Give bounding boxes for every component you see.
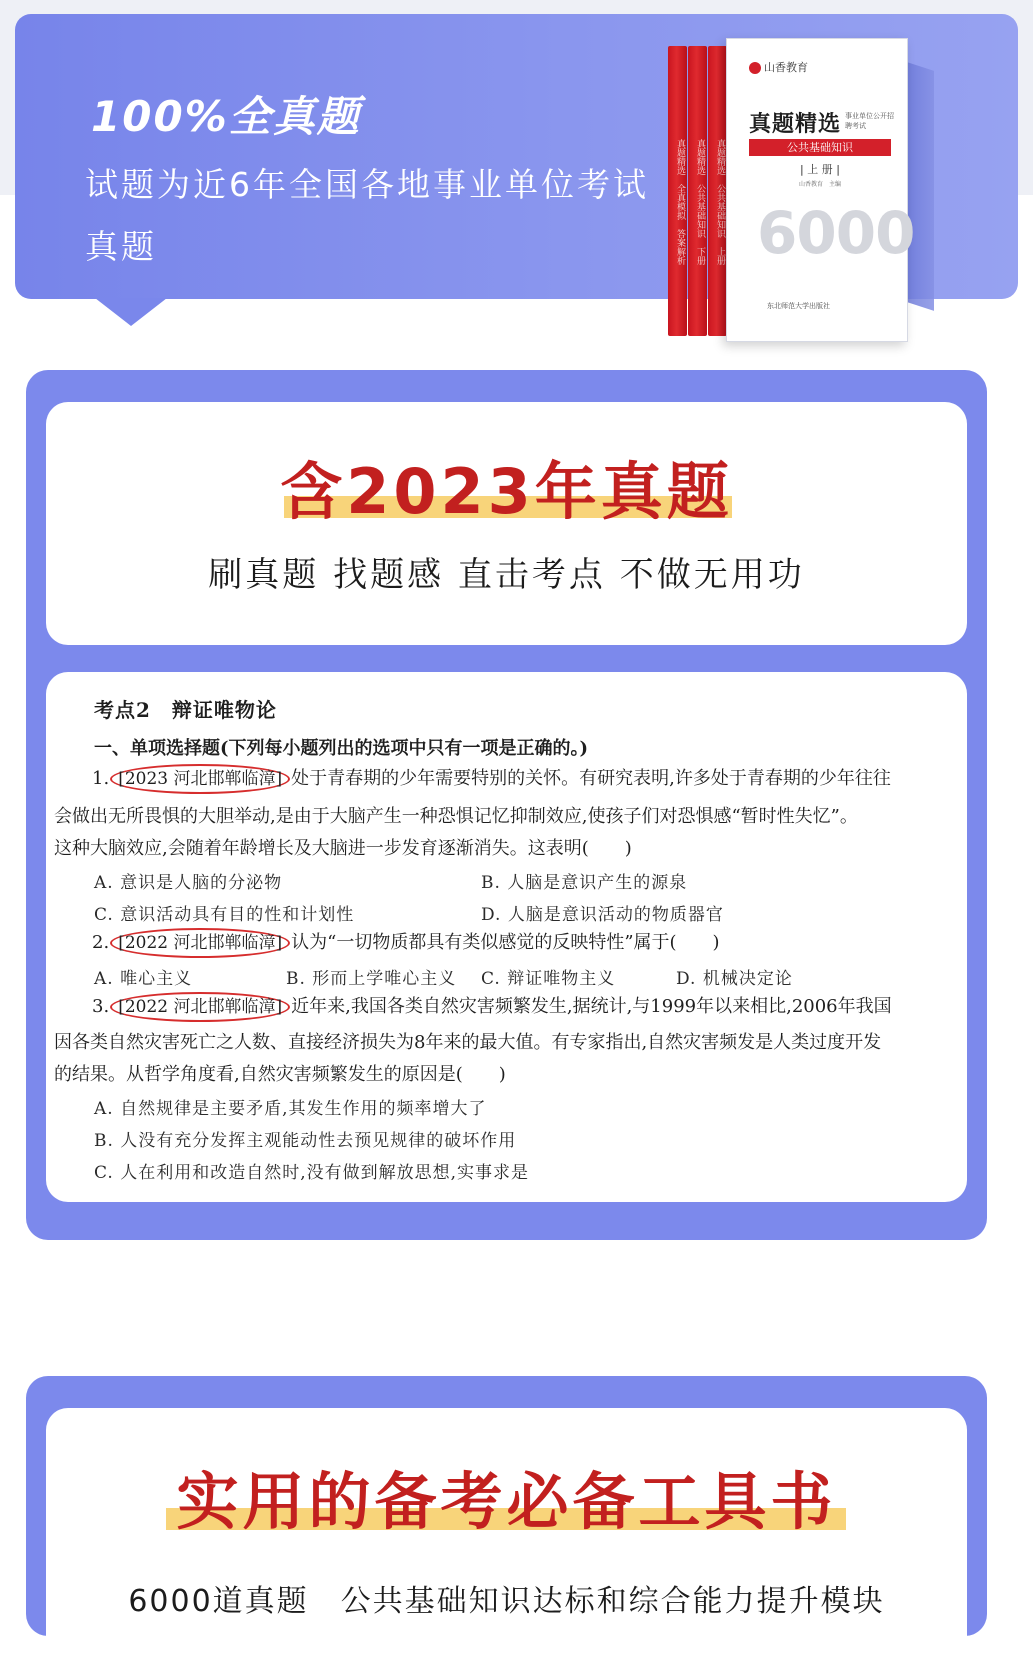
- section-title-2: 实用的备考必备工具书: [176, 1465, 837, 1538]
- section-real-questions: [26, 370, 987, 1240]
- hero-pointer: [95, 298, 167, 326]
- cover-tag: 事业单位公开招聘考试: [845, 112, 894, 130]
- question-2-source-tag: [2022 河北邯郸临漳]: [110, 928, 290, 958]
- question-1-option-c: C. 意识活动具有目的性和计划性: [94, 905, 355, 925]
- question-1-source-tag: [2023 河北邯郸临漳]: [110, 764, 290, 794]
- section-title: 含2023年真题: [280, 455, 733, 528]
- cover-number: 6000: [757, 199, 915, 267]
- question-2-option-a: A. 唯心主义: [94, 969, 193, 989]
- title-card: [46, 402, 967, 645]
- book-spine-2: 真题精选 公共基础知识 下册: [688, 46, 707, 336]
- cover-subject: 公共基础知识: [749, 139, 891, 156]
- kaodian-heading: 考点2 辩证唯物论: [94, 698, 277, 722]
- question-3-option-b: B. 人没有充分发挥主观能动性去预见规律的破坏作用: [94, 1131, 517, 1151]
- question-1-option-b: B. 人脑是意识产生的源泉: [481, 873, 688, 893]
- question-1-option-d: D. 人脑是意识活动的物质器官: [481, 905, 724, 925]
- tool-book-card: [46, 1408, 967, 1668]
- hero-title: 100%全真题: [91, 92, 361, 141]
- question-2-option-b: B. 形而上学唯心主义: [286, 969, 457, 989]
- exam-page: [46, 672, 967, 1202]
- question-2-option-c: C. 辩证唯物主义: [481, 969, 616, 989]
- question-3-line-3: 的结果。从哲学角度看,自然灾害频繁发生的原因是( ): [54, 1064, 506, 1085]
- book-shadow: [904, 61, 934, 311]
- question-1-line-3: 这种大脑效应,会随着年龄增长及大脑进一步发育逐渐消失。这表明( ): [54, 838, 632, 859]
- exam-sample-card: [46, 672, 967, 1202]
- book-spine-3: 真题精选 全真模拟 答案解析: [668, 46, 687, 336]
- cover-publisher: 东北师范大学出版社: [767, 302, 830, 310]
- section-tool-book: [26, 1376, 987, 1636]
- question-3-source-tag: [2022 河北邯郸临漳]: [110, 992, 290, 1022]
- question-2-line-1: 2. [2022 河北邯郸临漳] 认为“一切物质都具有类似感觉的反映特性”属于( ): [92, 928, 720, 958]
- question-3-option-c: C. 人在利用和改造自然时,没有做到解放思想,实事求是: [94, 1163, 530, 1183]
- cover-title: 真题精选: [749, 112, 842, 137]
- publisher-logo: 山香教育: [749, 59, 808, 75]
- question-1-option-a: A. 意识是人脑的分泌物: [94, 873, 283, 893]
- question-3-line-1: 3. [2022 河北邯郸临漳] 近年来,我国各类自然灾害频繁发生,据统计,与1999年以来相比,2006年我国: [92, 992, 892, 1022]
- question-2-option-d: D. 机械决定论: [676, 969, 793, 989]
- cover-volume: | 上 册 |: [800, 163, 840, 176]
- hero-subtitle: 试题为近6年全国各地事业单位考试真题: [85, 165, 649, 266]
- book-cover: [726, 38, 915, 342]
- tool-book-description: 6000道真题 公共基础知识达标和综合能力提升模块: [128, 1584, 885, 1619]
- question-1-line-2: 会做出无所畏惧的大胆举动,是由于大脑产生一种恐惧记忆抑制效应,使孩子们对恐惧感“暂时性失忆”。: [54, 806, 858, 827]
- logo-icon: [749, 62, 761, 74]
- question-3-option-a: A. 自然规律是主要矛盾,其发生作用的频率增大了: [94, 1099, 487, 1119]
- question-3-line-2: 因各类自然灾害死亡之人数、直接经济损失为8年来的最大值。有专家指出,自然灾害频发是人类过度开发: [54, 1032, 882, 1053]
- cover-author: 山香教育 主编: [798, 181, 841, 188]
- section-heading: 一、单项选择题(下列每小题列出的选项中只有一项是正确的。): [94, 738, 589, 759]
- book-spine-1: 真题精选 公共基础知识 上册: [708, 46, 727, 336]
- question-1-line-1: 1. [2023 河北邯郸临漳] 处于青春期的少年需要特别的关怀。有研究表明,许多处于青春期的少年往往: [92, 764, 891, 794]
- section-slogan: 刷真题 找题感 直击考点 不做无用功: [208, 555, 805, 595]
